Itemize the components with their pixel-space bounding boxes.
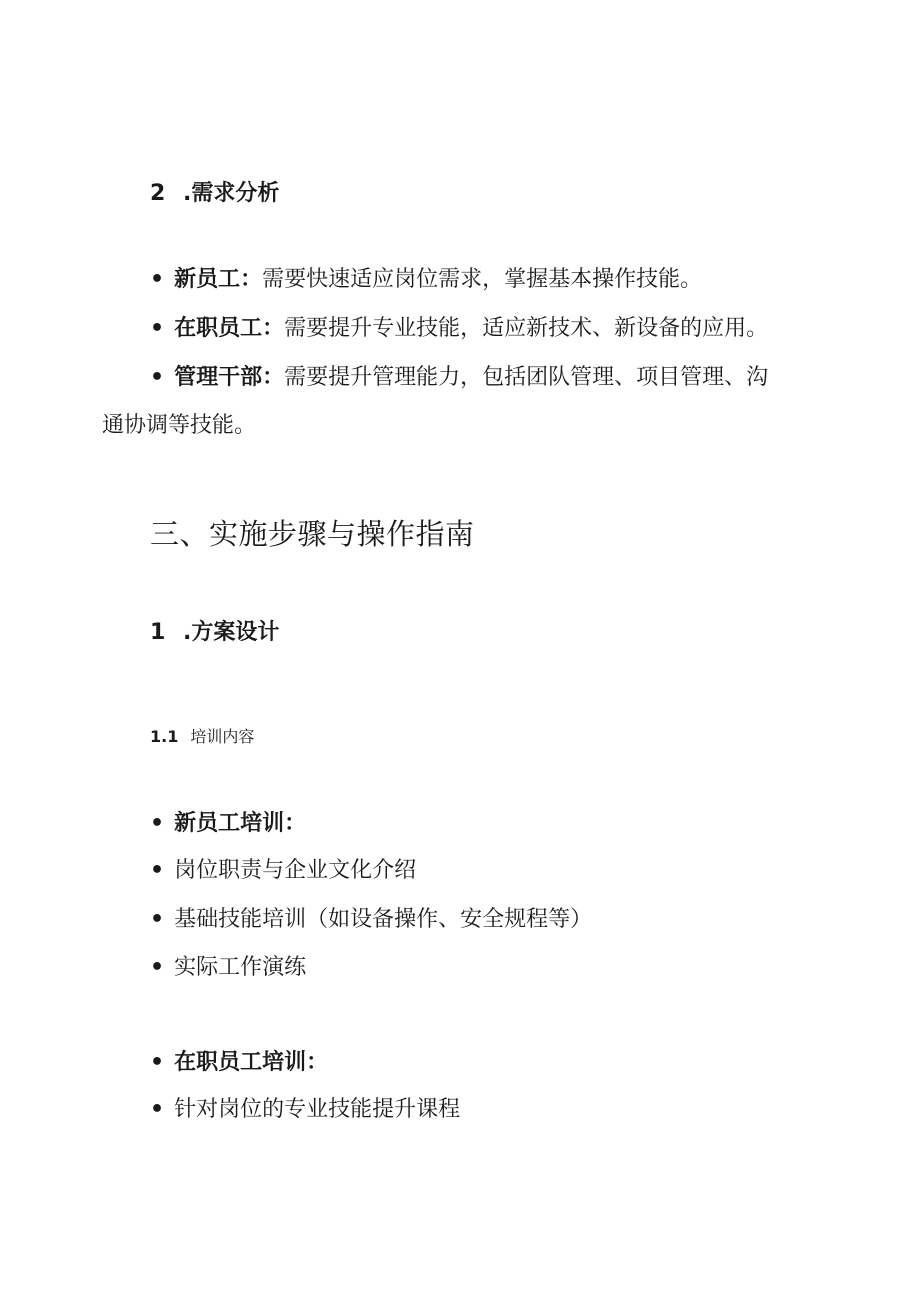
need-term: 管理干部： — [174, 365, 285, 390]
list-item-text: 基础技能培训（如设备操作、安全规程等） — [174, 907, 593, 932]
section-heading-2 — [150, 176, 279, 207]
bullet-mark: • — [150, 1050, 165, 1075]
list-item-text: 针对岗位的专业技能提升课程 — [174, 1097, 461, 1122]
list-item — [150, 1086, 460, 1134]
subsection-title: 培训内容 — [190, 727, 255, 746]
bullet-mark: • — [150, 267, 165, 292]
list-item-text: 岗位职责与企业文化介绍 — [174, 858, 417, 883]
bullet-mark: • — [150, 858, 165, 883]
section-number: 2 — [150, 181, 166, 206]
list-heading-incumbent-training — [150, 1039, 328, 1087]
list-item-need-management — [150, 354, 768, 402]
section-title: .方案设计 — [182, 620, 280, 645]
list-item-text: 实际工作演练 — [174, 955, 307, 980]
need-term: 新员工： — [174, 267, 263, 292]
list-item — [150, 847, 416, 895]
bullet-mark: • — [150, 1097, 165, 1122]
list-item — [150, 896, 592, 944]
list-item-need-new-staff — [150, 256, 702, 304]
list-heading-new-staff-training — [150, 800, 306, 848]
chapter-heading-3: 三、实施步骤与操作指南 — [150, 517, 475, 551]
bullet-mark: • — [150, 811, 165, 836]
need-text: 需要提升管理能力，包括团队管理、项目管理、沟 — [284, 365, 769, 390]
list-item — [150, 944, 306, 992]
subsection-number: 1.1 — [150, 727, 179, 746]
bullet-mark: • — [150, 365, 165, 390]
need-term: 在职员工： — [174, 316, 285, 341]
need-text: 需要快速适应岗位需求，掌握基本操作技能。 — [262, 267, 703, 292]
need-text: 需要提升专业技能，适应新技术、新设备的应用。 — [284, 316, 769, 341]
subsection-heading-1-1 — [150, 724, 254, 747]
bullet-mark: • — [150, 316, 165, 341]
need-text-continuation: 通协调等技能。 — [102, 413, 257, 438]
bullet-mark: • — [150, 907, 165, 932]
list-heading-text: 新员工培训： — [174, 811, 307, 836]
bullet-mark: • — [150, 955, 165, 980]
list-heading-text: 在职员工培训： — [174, 1050, 329, 1075]
list-item-need-management-continuation — [102, 402, 256, 450]
list-item-need-incumbent — [150, 305, 768, 353]
section-title: .需求分析 — [182, 181, 280, 206]
section-heading-1 — [150, 615, 279, 646]
section-number: 1 — [150, 620, 166, 645]
